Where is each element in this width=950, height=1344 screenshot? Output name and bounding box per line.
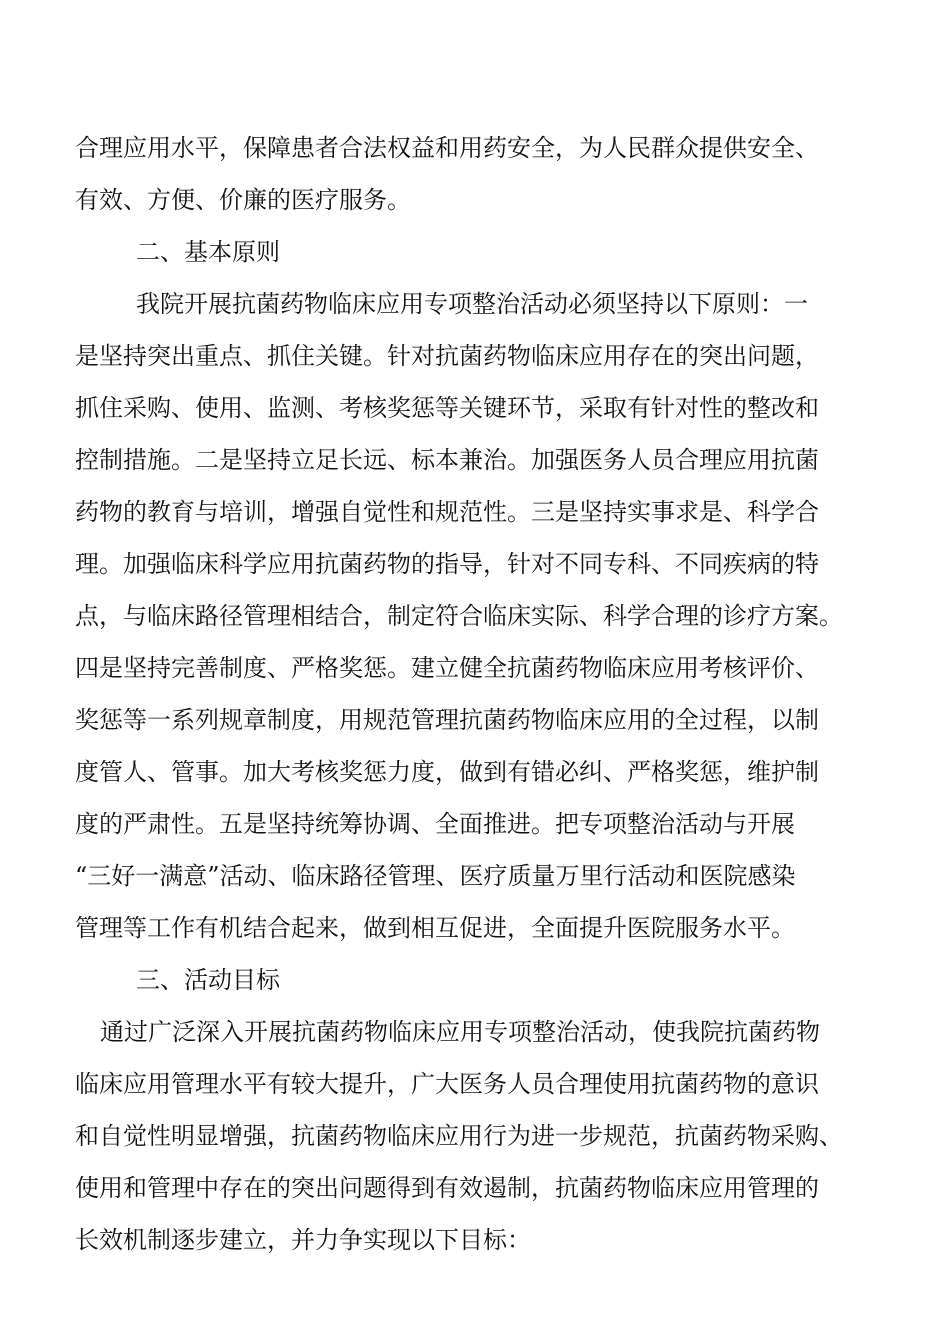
paragraph-line: 药物的教育与培训，增强自觉性和规范性。三是坚持实事求是、科学合: [75, 498, 819, 526]
section-heading-basic-principles: 二、基本原则: [136, 238, 280, 266]
paragraph-line: 抓住采购、使用、监测、考核奖惩等关键环节，采取有针对性的整改和: [75, 394, 819, 422]
paragraph-line: 通过广泛深入开展抗菌药物临床应用专项整治活动，使我院抗菌药物: [100, 1018, 820, 1046]
paragraph-line: 我院开展抗菌药物临床应用专项整治活动必须坚持以下原则：一: [136, 290, 808, 318]
paragraph-line: 长效机制逐步建立，并力争实现以下目标：: [75, 1226, 531, 1254]
paragraph-line: 有效、方便、价廉的医疗服务。: [75, 186, 411, 214]
paragraph-line: 度的严肃性。五是坚持统筹协调、全面推进。把专项整治活动与开展: [75, 810, 795, 838]
paragraph-line: 奖惩等一系列规章制度，用规范管理抗菌药物临床应用的全过程，以制: [75, 706, 819, 734]
section-heading-activity-goals: 三、活动目标: [136, 966, 280, 994]
paragraph-line: 合理应用水平，保障患者合法权益和用药安全，为人民群众提供安全、: [75, 134, 819, 162]
paragraph-line: 临床应用管理水平有较大提升，广大医务人员合理使用抗菌药物的意识: [75, 1070, 819, 1098]
paragraph-line: “三好一满意”活动、临床路径管理、医疗质量万里行活动和医院感染: [75, 862, 796, 890]
paragraph-line: 管理等工作有机结合起来，做到相互促进，全面提升医院服务水平。: [75, 914, 795, 942]
paragraph-line: 度管人、管事。加大考核奖惩力度，做到有错必纠、严格奖惩，维护制: [75, 758, 819, 786]
paragraph-line: 是坚持突出重点、抓住关键。针对抗菌药物临床应用存在的突出问题，: [75, 342, 819, 370]
paragraph-line: 理。加强临床科学应用抗菌药物的指导，针对不同专科、不同疾病的特: [75, 550, 819, 578]
paragraph-line: 使用和管理中存在的突出问题得到有效遏制，抗菌药物临床应用管理的: [75, 1174, 819, 1202]
paragraph-line: 点，与临床路径管理相结合，制定符合临床实际、科学合理的诊疗方案。: [75, 602, 843, 630]
paragraph-line: 四是坚持完善制度、严格奖惩。建立健全抗菌药物临床应用考核评价、: [75, 654, 819, 682]
paragraph-line: 控制措施。二是坚持立足长远、标本兼治。加强医务人员合理应用抗菌: [75, 446, 819, 474]
paragraph-line: 和自觉性明显增强，抗菌药物临床应用行为进一步规范，抗菌药物采购、: [75, 1122, 843, 1150]
